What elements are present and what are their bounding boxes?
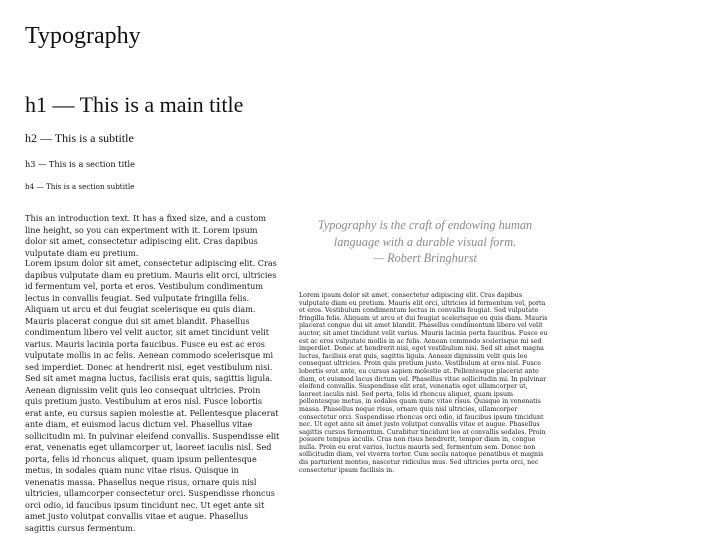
quote-line-2: language with a durable visual form. — [333, 234, 517, 249]
heading-h4: h4 — This is a section subtitle — [25, 182, 135, 191]
pull-quote — [300, 217, 550, 267]
quote-line-1: Typography is the craft of endowing human — [317, 218, 533, 232]
heading-h3: h3 — This is a section title — [25, 159, 135, 169]
heading-h1: h1 — This is a main title — [25, 92, 244, 117]
body-paragraph: Lorem ipsum dolor sit amet, consectetur adipiscing elit. Cras dapibus vulputate diam eu pretium. Mauris elit orci, ultricies id fermentum vel, porta et eros. Vestibulum condimentum lectus in convallis feugiat. Sed vulputate fringilla felis. Aliquam ut arcu et dui feugiat scelerisque eu quis diam. Mauris placerat congue dui sit amet blandit. Phasellus condimentum libero vel velit auctor, sit amet tincidunt velit varius. Mauris lacinia porta faucibus. Fusce eu est ac eros vulputate mollis in ac felis. Aenean commodo scelerisque mi sed imperdiet. Donec at hendrerit nisi, eget vestibulum nisi. Sed sit amet magna luctus, facilisis erat quis, sagittis ligula. Aenean dignissim velit quis leo consequat ultricies. Proin quis pretium justo. Vestibulum at eros nisl. Fusce lobortis erat ante, eu cursus sapien molestie at. Pellentesque placerat ante diam, et euismod lacus dictum vel. Phasellus vitae sollicitudin mi. In pulvinar eleifend convallis. Suspendisse elit erat, venenatis eget ullamcorper ut, laoreet iaculis nisl. Sed porta, felis id rhoncus aliquet, quam ipsum pellentesque metus, in sodales quam nunc vitae risus. Quisque in venenatis massa. Phasellus neque risus, ornare quis nisl ultricies, ullamcorper consectetur orci. Suspendisse rhoncus orci odio, id faucibus ipsum tincidunt nec. Ut eget ante sit amet justo volutpat convallis vitae et augue. Phasellus sagittis cursus fermentum. — [25, 258, 280, 533]
heading-h2: h2 — This is a subtitle — [25, 131, 134, 145]
page-title: Typography — [25, 23, 141, 49]
small-paragraph: Lorem ipsum dolor sit amet, consectetur adipiscing elit. Cras dapibus vulputate diam eu pretium. Mauris elit orci, ultricies id fermentum vel, porta et eros. Vestibulum condimentum lectus in convallis feugiat. Sed vulputate fringilla felis. Aliquam ut arcu et dui feugiat scelerisque eu quis diam. Mauris placerat congue dui sit amet blandit. Phasellus condimentum libero vel velit auctor, sit amet tincidunt velit varius. Mauris lacinia porta faucibus. Fusce eu est ac eros vulputate mollis in ac felis. Aenean commodo scelerisque mi sed imperdiet. Donec at hendrerit nisi, eget vestibulum nisi. Sed sit amet magna luctus, facilisis erat quis, sagittis ligula. Aenean dignissim velit quis leo consequat ultricies. Proin quis pretium justo. Vestibulum at eros nisl. Fusce lobortis erat ante, eu cursus sapien molestie at. Pellentesque placerat ante diam, et euismod lacus dictum vel. Phasellus vitae sollicitudin mi. In pulvinar eleifend convallis. Suspendisse elit erat, venenatis eget ullamcorper ut, laoreet iaculis nisl. Sed porta, felis id rhoncus aliquet, quam ipsum pellentesque metus, in sodales quam nunc vitae risus. Quisque in venenatis massa. Phasellus neque risus, ornare quis nisl ultricies, ullamcorper consectetur orci. Suspendisse rhoncus orci odio, id faucibus ipsum tincidunt nec. Ut eget ante sit amet justo volutpat convallis vitae et augue. Phasellus sagittis cursus fermentum. Curabitur tincidunt leo at convallis sodales. Proin posuere tempus iaculis. Cras non risus hendrerit, tempor diam in, congue nulla. Proin eu erat varius, luctus mauris sed, fermentum sem. Donec non sollicitudin diam, vel viverra tortor. Cum sociis natoque penatibus et magnis dis parturient montes, nascetur ridiculus mus. Sed ultricies porta orci, nec consectetur ipsum facilisis in. — [299, 292, 548, 474]
quote-attribution: — Robert Bringhurst — [373, 251, 477, 265]
intro-paragraph: This an introduction text. It has a fixed size, and a custom line height, so you can experiment with it. Lorem ipsum dolor sit amet, consectetur adipiscing elit. Cras dapibus vulputate diam eu pretium. — [25, 213, 267, 259]
